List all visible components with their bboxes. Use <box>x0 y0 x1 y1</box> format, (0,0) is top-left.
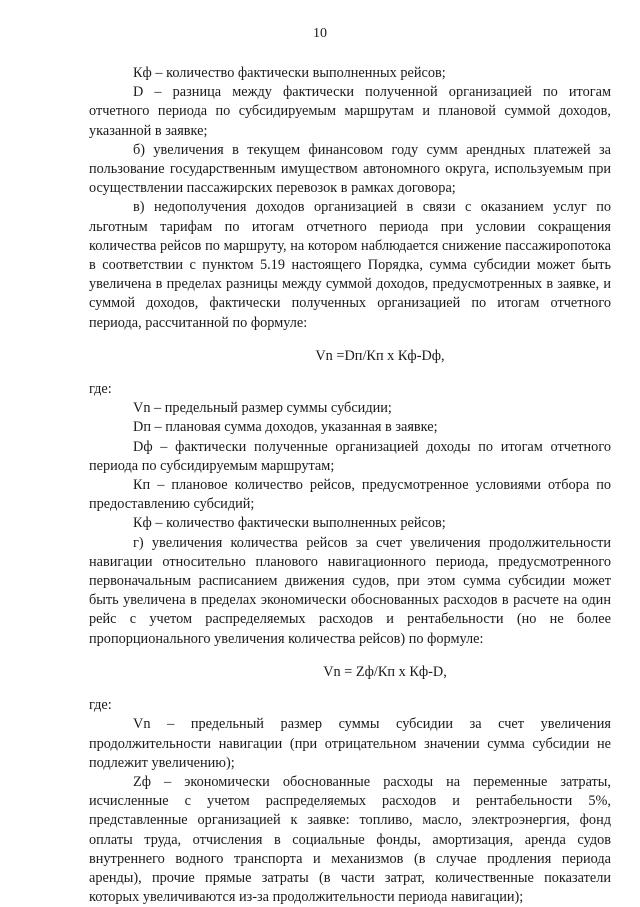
where-label-1: где: <box>89 381 112 398</box>
document-body <box>89 64 611 907</box>
paragraph-kf-definition: Кф – количество фактически выполненных рейсов; <box>133 65 446 81</box>
paragraph-item-g: г) увеличения количества рейсов за счет увеличения продолжительности навигации относительно планового навигационного периода, предусмотренного первоначальным расписанием движения судов, при этом сумма субсидии может быть увеличена в пределах экономически обоснованных расходов в расчете на один рейс с учетом распределяемых расходов и рентабельности (но не более пропорционального увеличения количества рейсов) по формуле: <box>89 534 611 647</box>
paragraph-dp-definition: Dп – плановая сумма доходов, указанная в заявке; <box>133 419 438 436</box>
where-label-2: где: <box>89 697 112 714</box>
page-number: 10 <box>313 26 327 41</box>
paragraph-item-v: в) недополучения доходов организацией в связи с оказанием услуг по льготным тарифам по итогам отчетного периода при условии сокращения количества рейсов по маршруту, на котором наблюдается снижение пассажиропотока в соответствии с пунктом 5.19 настоящего Порядка, сумма субсидии может быть увеличена в пределах разницы между суммой доходов, предусмотренных в заявке, и суммой доходов, фактически полученных организацией по итогам отчетного периода, рассчитанной по формуле: <box>89 199 611 331</box>
formula-2: Vn = Zф/Кп х Кф-D, <box>323 663 447 680</box>
paragraph-d-definition: D – разница между фактически полученной организацией по итогам отчетного периода по субсидируемым маршрутам и плановой суммой доходов, указанной в заявке; <box>89 84 611 139</box>
paragraph-vn-definition-1: Vn – предельный размер суммы субсидии; <box>133 400 392 417</box>
paragraph-df-definition: Dф – фактически полученные организацией доходы по итогам отчетного периода по субсидируемым маршрутам; <box>89 438 611 474</box>
paragraph-vn-definition-2: Vn – предельный размер суммы субсидии за счет увеличения продолжительности навигации (при отрицательном значении сумма субсидии не подлежит увеличению); <box>89 716 611 771</box>
formula-1: Vn =Dп/Кп х Кф-Dф, <box>315 347 445 364</box>
paragraph-item-b: б) увеличения в текущем финансовом году сумм арендных платежей за пользование государственным имуществом автономного округа, используемым при осуществлении пассажирских перевозок в рамках договора; <box>89 141 611 197</box>
paragraph-zf-definition: Zф – экономически обоснованные расходы на переменные затраты, исчисленные с учетом распределяемых расходов и рентабельности 5%, представленные организацией к заявке: топливо, масло, электроэнергия, фонд оплаты труда, отчисления в социальные фонды, амортизация, аренда судов внутреннего водного транспорта и механизмов (в случае продления периода аренды), прочие прямые затраты (в части затрат, количественные показатели которых увеличиваются из-за продолжительности периода навигации); <box>89 773 611 906</box>
paragraph-kf-definition-2: Кф – количество фактически выполненных рейсов; <box>133 515 446 532</box>
paragraph-kp-definition: Кп – плановое количество рейсов, предусмотренное условиями отбора по предоставлению субсидий; <box>89 477 611 513</box>
